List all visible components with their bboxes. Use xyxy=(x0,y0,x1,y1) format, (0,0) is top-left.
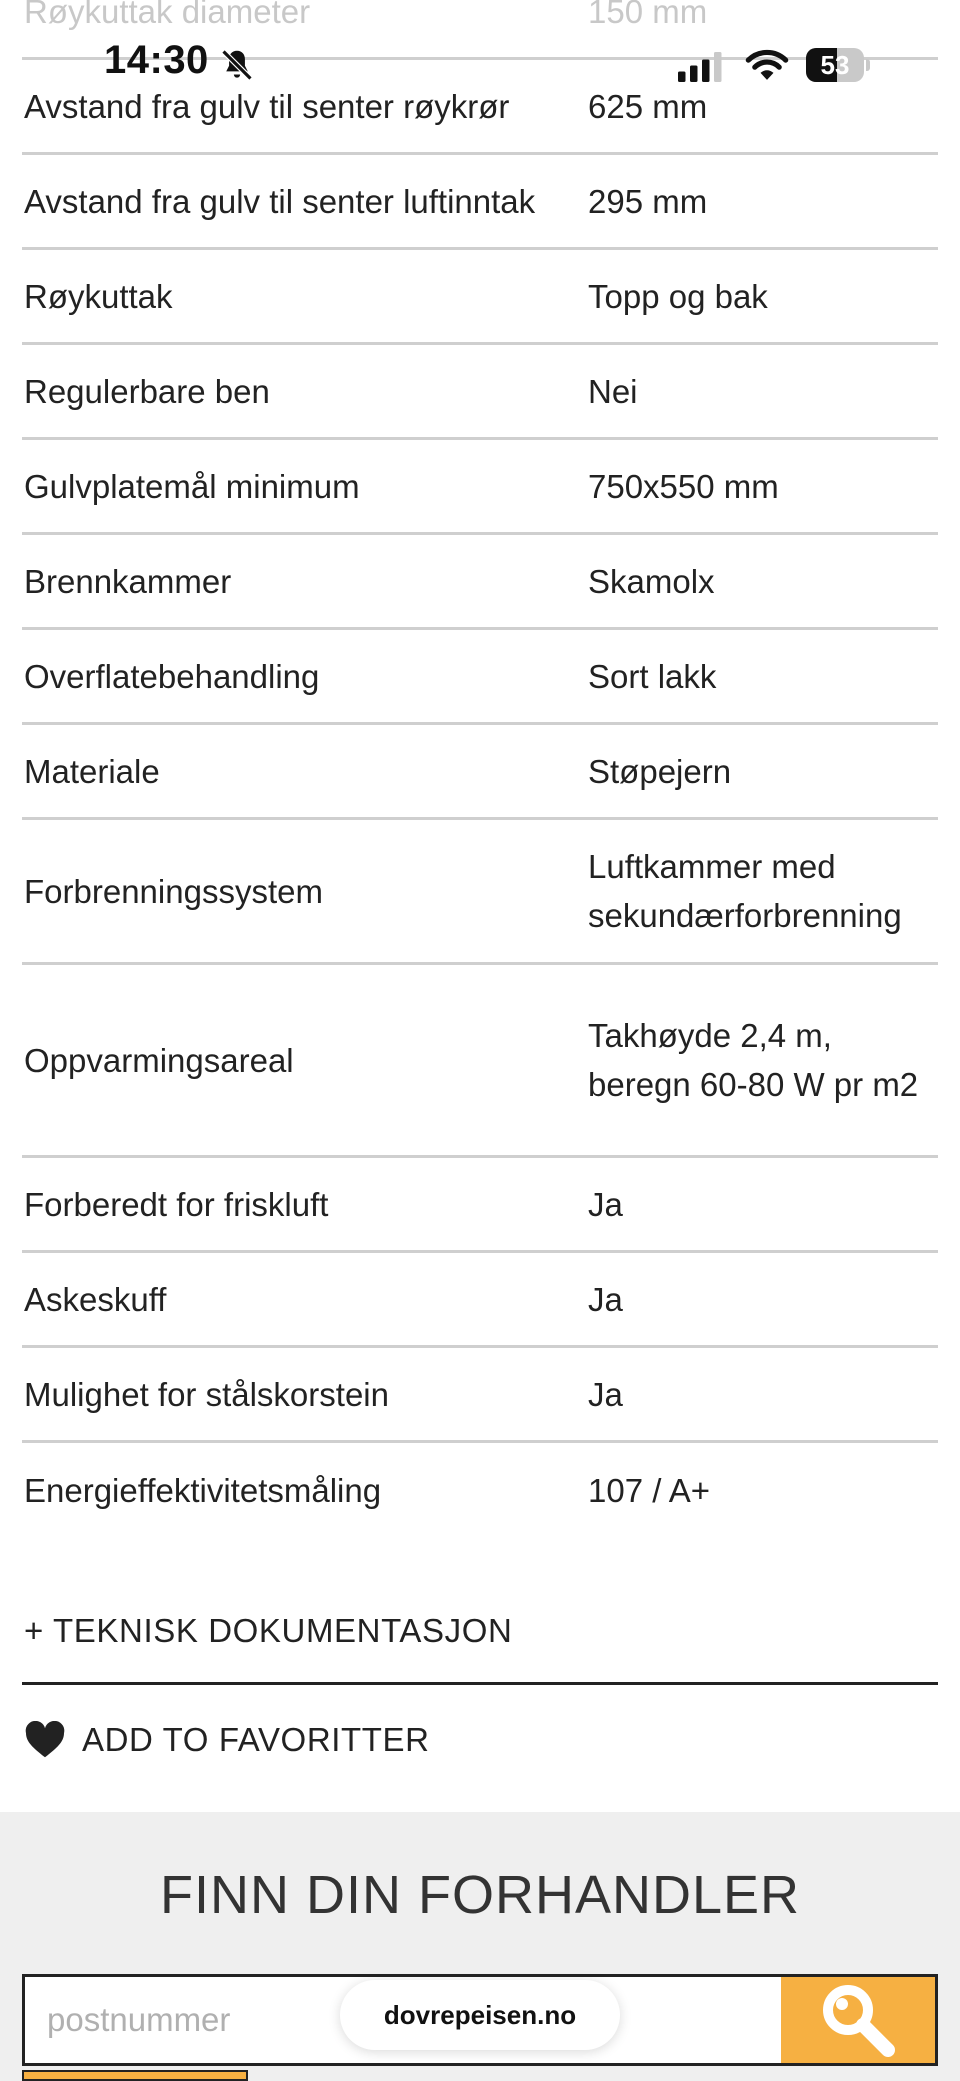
spec-value: Takhøyde 2,4 m, beregn 60-80 W pr m2 xyxy=(588,1017,919,1103)
tech-doc-toggle[interactable]: + TEKNISK DOKUMENTASJON xyxy=(24,1612,513,1649)
spec-value: Ja xyxy=(588,1185,623,1223)
add-to-favorites-button[interactable] xyxy=(24,1718,430,1762)
spec-value: 107 / A+ xyxy=(588,1472,711,1509)
url-text: dovrepeisen.no xyxy=(383,1999,577,2030)
spec-value: Nei xyxy=(588,372,638,410)
spec-value: Skamolx xyxy=(588,562,715,600)
spec-row xyxy=(22,725,938,820)
spec-label: Avstand fra gulv til senter røykrør xyxy=(24,87,510,125)
footer-tab-edge xyxy=(22,2070,248,2081)
spec-label: Overflatebehandling xyxy=(24,657,320,695)
spec-label: Forbrenningssystem xyxy=(24,872,323,910)
spec-label: Røykuttak diameter xyxy=(24,0,311,30)
browser-url-bar[interactable] xyxy=(340,1980,620,2050)
spec-value: Ja xyxy=(588,1375,623,1413)
battery-icon xyxy=(806,48,870,82)
spec-row xyxy=(22,1253,938,1348)
spec-value: Luftkammer med sekundærforbrenning xyxy=(588,848,902,934)
spec-label: Brennkammer xyxy=(24,562,232,600)
search-icon xyxy=(818,1980,898,2060)
spec-row xyxy=(22,820,938,965)
spec-value: 150 mm xyxy=(588,0,708,30)
spec-value: 295 mm xyxy=(588,182,708,220)
spec-value: Ja xyxy=(588,1280,623,1318)
spec-value: Støpejern xyxy=(588,752,732,790)
spec-label: Avstand fra gulv til senter luftinntak xyxy=(24,182,536,220)
spec-label: Gulvplatemål minimum xyxy=(24,467,360,505)
spec-label: Regulerbare ben xyxy=(24,372,270,410)
spec-value: 625 mm xyxy=(588,87,708,125)
bell-muted-icon xyxy=(218,46,256,84)
search-button[interactable] xyxy=(781,1977,935,2063)
spec-label: Energieffektivitetsmåling xyxy=(24,1472,382,1509)
spec-label: Forberedt for friskluft xyxy=(24,1185,329,1223)
status-time: 14:30 xyxy=(104,38,209,82)
spec-row xyxy=(22,1443,938,1538)
spec-row xyxy=(22,250,938,345)
spec-row xyxy=(22,1348,938,1443)
battery-level: 53 xyxy=(820,50,850,80)
favorite-label: ADD TO FAVORITTER xyxy=(82,1721,430,1758)
spec-row xyxy=(22,345,938,440)
dealer-title: FINN DIN FORHANDLER xyxy=(159,1865,801,1925)
spec-row xyxy=(22,440,938,535)
spec-label: Røykuttak xyxy=(24,277,173,315)
spec-row xyxy=(22,630,938,725)
spec-value: 750x550 mm xyxy=(588,467,779,505)
divider xyxy=(22,1682,938,1685)
spec-row xyxy=(22,965,938,1158)
spec-label: Materiale xyxy=(24,752,160,790)
heart-icon xyxy=(24,1721,66,1759)
spec-value: Topp og bak xyxy=(588,277,768,315)
spec-row xyxy=(22,155,938,250)
spec-row xyxy=(22,1158,938,1253)
cellular-signal-icon xyxy=(678,52,726,82)
spec-label: Askeskuff xyxy=(24,1280,167,1318)
spec-label: Oppvarmingsareal xyxy=(24,1041,294,1079)
spec-value: Sort lakk xyxy=(588,657,717,695)
status-bar xyxy=(0,0,960,120)
spec-row xyxy=(22,535,938,630)
spec-label: Mulighet for stålskorstein xyxy=(24,1375,389,1413)
spec-table xyxy=(22,0,938,1538)
wifi-icon xyxy=(744,46,790,82)
